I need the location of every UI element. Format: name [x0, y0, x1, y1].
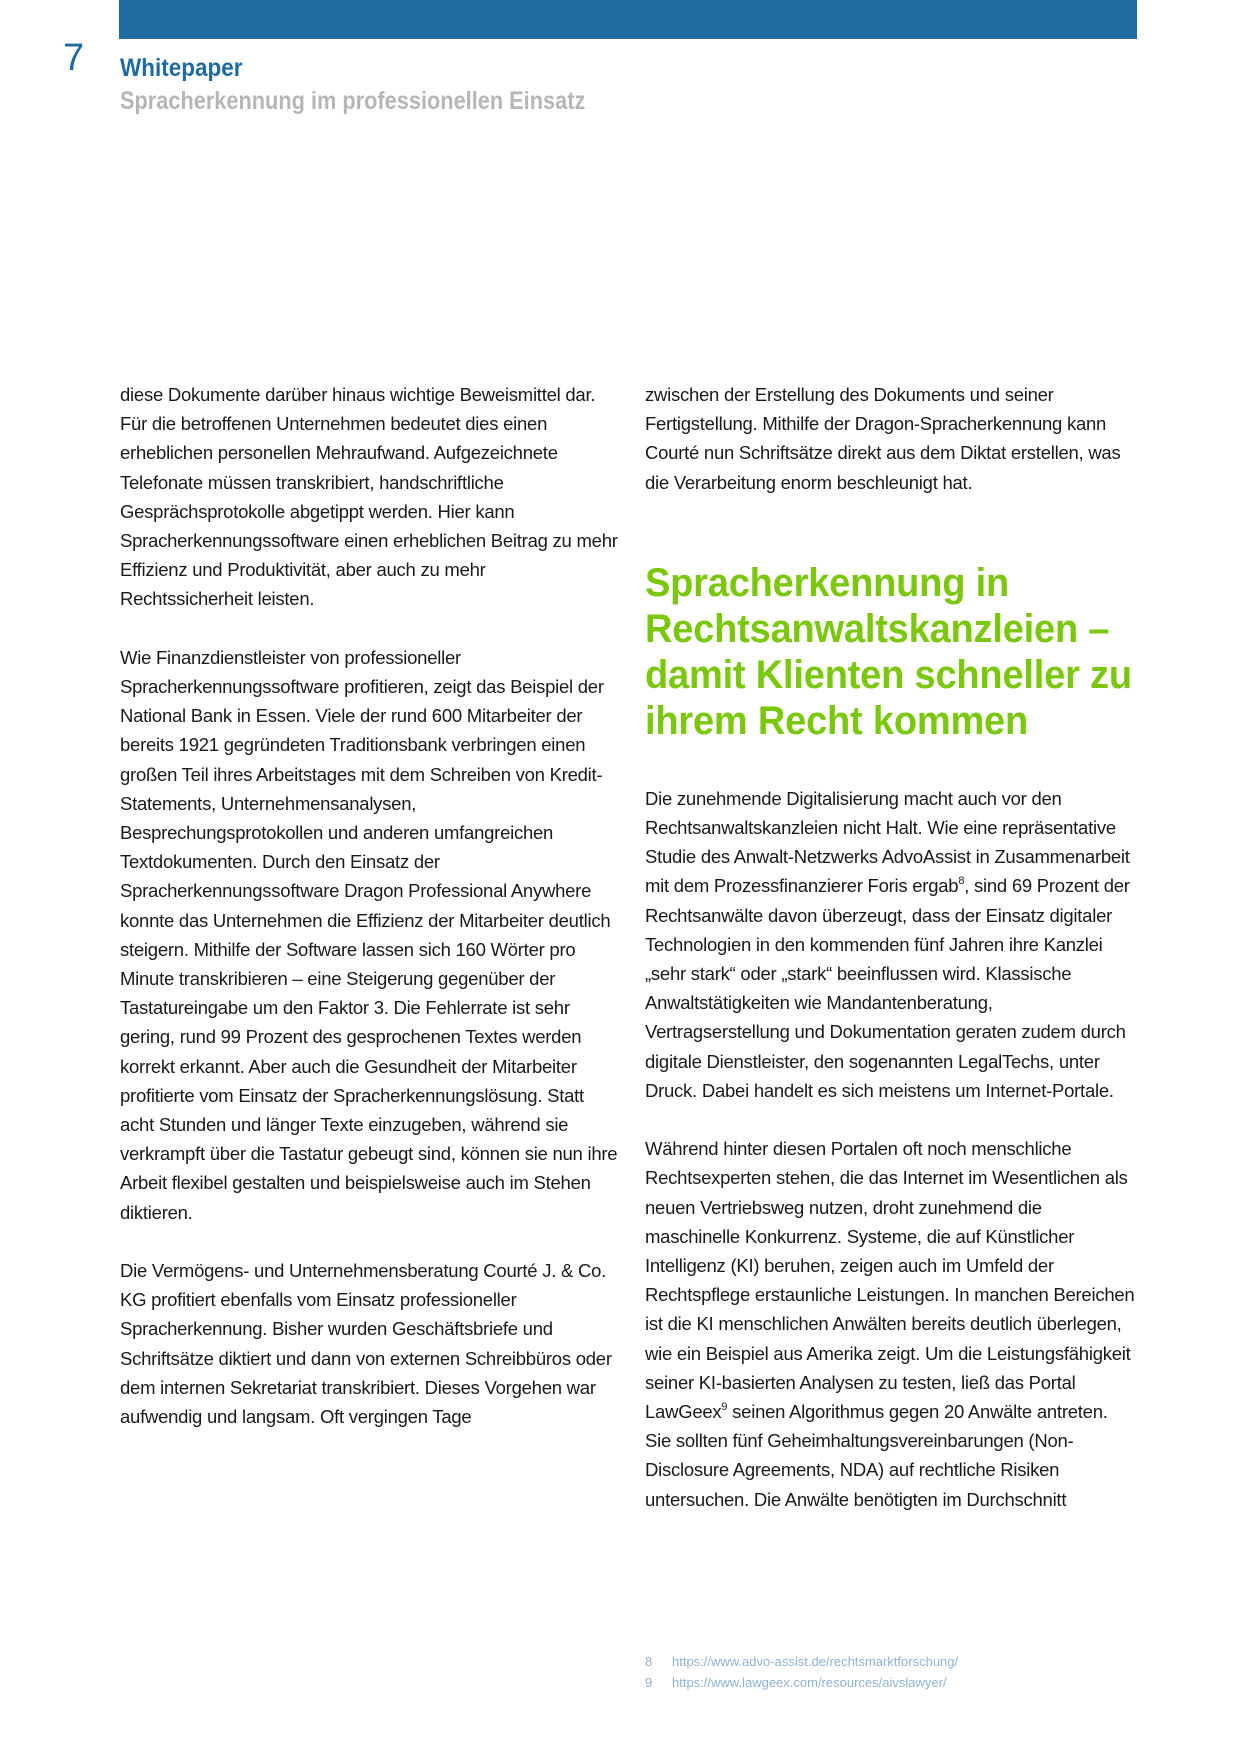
body-paragraph: Während hinter diesen Portalen oft noch menschliche Rechtsexperten stehen, die das Internet im Wesentlichen als neuen Vertriebsweg nutzen, droht zunehmend die maschinelle Konkurrenz. Systeme, die auf Künstlicher Intelligenz (KI) beruhen, zeigen auch im Umfeld der Rechtspflege erstaunliche Leistungen. In manchen Bereichen ist die KI menschlichen Anwälten bereits deutlich überlegen, wie ein Beispiel aus Amerika zeigt. Um die Leistungsfähigkeit seiner KI-basierten Analysen zu testen, ließ das Portal LawGeex$^9$ seinen Algorithmus gegen 20 Anwälte antreten. Sie sollten fünf Geheimhaltungsvereinbarungen (Non-Disclosure Agreements, NDA) auf rechtliche Risiken untersuchen. Die Anwälte benötigten im Durchschnitt — [645, 1138, 1135, 1510]
section-heading: Spracherkennung in Rechtsanwaltskanzleien – damit Klienten schneller zu ihrem Recht kommen — [645, 560, 1132, 743]
footnote-number: 9 — [645, 1675, 653, 1690]
left-column — [120, 380, 620, 1431]
footnote-link[interactable]: https://www.lawgeex.com/resources/aivslawyer/ — [672, 1675, 947, 1690]
footnote-reference[interactable]: 8 — [958, 875, 965, 888]
footnote — [645, 1672, 958, 1693]
document-subtitle: Spracherkennung im professionellen Einsatz — [120, 87, 586, 115]
page-number: 7 — [63, 37, 85, 79]
footnote-link[interactable]: https://www.advo-assist.de/rechtsmarktforschung/ — [672, 1654, 959, 1669]
footnote-number: 8 — [645, 1654, 653, 1669]
body-paragraph: Die Vermögens- und Unternehmensberatung Courté J. & Co. KG profitiert ebenfalls vom Einsatz professioneller Spracherkennung. Bisher wurden Geschäftsbriefe und Schriftsätze diktiert und dann von externen Schreibbüros oder dem internen Sekretariat transkribiert. Dieses Vorgehen war aufwendig und langsam. Oft vergingen Tage — [120, 1260, 612, 1428]
footnote — [645, 1651, 958, 1672]
body-paragraph: zwischen der Erstellung des Dokuments und seiner Fertigstellung. Mithilfe der Dragon-Spracherkennung kann Courté nun Schriftsätze direkt aus dem Diktat erstellen, was die Verarbeitung enorm beschleunigt hat. — [645, 384, 1121, 493]
header-bar — [119, 0, 1137, 39]
right-column — [645, 380, 1135, 1514]
body-paragraph: Die zunehmende Digitalisierung macht auch vor den Rechtsanwaltskanzleien nicht Halt. Wie eine repräsentative Studie des Anwalt-Netzwerks AdvoAssist in Zusammenarbeit mit dem Prozessfinanzierer Foris ergab$^8$, sind 69 Prozent der Rechtsanwälte davon überzeugt, dass der Einsatz digitaler Technologien in den kommenden fünf Jahren ihre Kanzlei „sehr stark“ oder „stark“ beeinflussen wird. Klassische Anwaltstätigkeiten wie Mandantenberatung, Vertragserstellung und Dokumentation geraten zudem durch digitale Dienstleister, den sogenannten LegalTechs, unter Druck. Dabei handelt es sich meistens um Internet-Portale. — [645, 787, 1130, 1101]
footnote-reference[interactable]: 9 — [721, 1401, 728, 1414]
document-title: Whitepaper — [120, 54, 243, 82]
footnotes — [645, 1651, 958, 1693]
body-paragraph: Wie Finanzdienstleister von professioneller Spracherkennungssoftware profitieren, zeigt das Beispiel der National Bank in Essen. Viele der rund 600 Mitarbeiter der bereits 1921 gegründeten Traditionsbank verbringen einen großen Teil ihres Arbeitstages mit dem Schreiben von Kredit-Statements, Unternehmensanalysen, Besprechungsprotokollen und anderen umfangreichen Textdokumenten. Durch den Einsatz der Spracherkennungssoftware Dragon Professional Anywhere konnte das Unternehmen die Effizienz der Mitarbeiter deutlich steigern. Mithilfe der Software lassen sich 160 Wörter pro Minute transkribieren – eine Steigerung gegenüber der Tastatureingabe um den Faktor 3. Die Fehlerrate ist sehr gering, rund 99 Prozent des gesprochenen Textes werden korrekt erkannt. Aber auch die Gesundheit der Mitarbeiter profitierte vom Einsatz der Spracherkennungslösung. Statt acht Stunden und länger Texte einzugeben, während sie verkrampft über die Tastatur gebeugt sind, können sie nun ihre Arbeit flexibel gestalten und beispielsweise auch im Stehen diktieren. — [120, 646, 618, 1223]
body-paragraph: diese Dokumente darüber hinaus wichtige Beweismittel dar. Für die betroffenen Unternehmen bedeutet dies einen erheblichen personellen Mehraufwand. Aufgezeichnete Telefonate müssen transkribiert, handschriftliche Gesprächsprotokolle abgetippt werden. Hier kann Spracherkennungssoftware einen erheblichen Beitrag zu mehr Effizienz und Produktivität, aber auch zu mehr Rechtssicherheit leisten. — [120, 384, 618, 610]
